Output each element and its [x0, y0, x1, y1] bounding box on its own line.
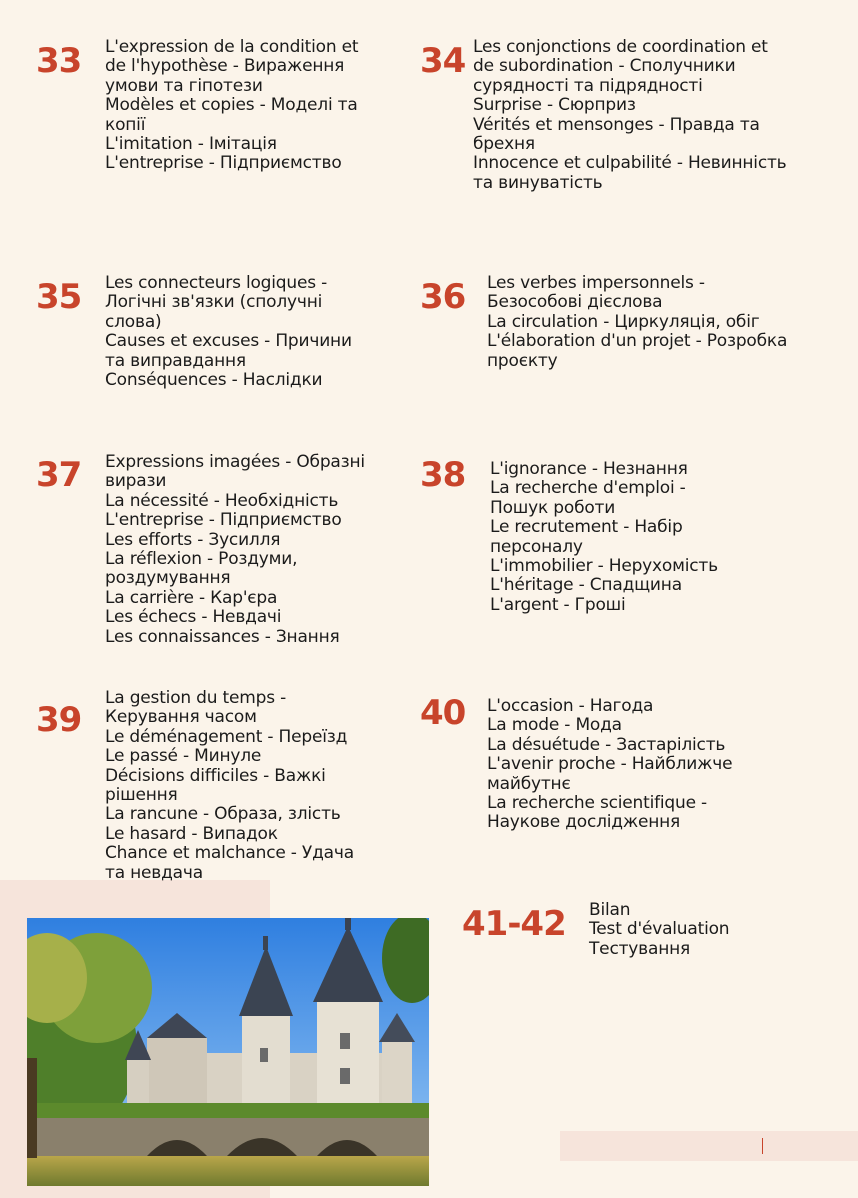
unit-topics — [490, 460, 718, 615]
topic-line: проєкту — [487, 350, 558, 371]
unit-topics — [589, 901, 729, 959]
topic-line: L'entreprise - Підприємство — [105, 153, 342, 174]
topic-line: Surprise - Сюрприз — [473, 95, 636, 116]
topic-line: роздумування — [105, 568, 231, 589]
topic-line: та невдача — [105, 862, 203, 883]
topic-line: Expressions imagées - Образні — [105, 452, 365, 472]
topic-line: L'occasion - Нагода — [487, 696, 654, 716]
castle-photo — [27, 918, 429, 1186]
topic-line: Les connecteurs logiques - — [105, 273, 328, 293]
topic-line: Тестування — [589, 938, 691, 959]
unit-topics — [105, 453, 365, 647]
topic-line: Les échecs - Невдачі — [105, 607, 282, 628]
topic-line: умови та гіпотези — [105, 75, 263, 96]
topic-line: вирази — [105, 471, 167, 492]
topic-line: Le passé - Минуле — [105, 746, 262, 767]
topic-line: Test d'évaluation — [589, 919, 730, 940]
topic-line: Vérités et mensonges - Правда та — [473, 114, 760, 135]
topic-line: Bilan — [589, 900, 631, 920]
topic-line: Les conjonctions de coordination et — [473, 37, 768, 57]
unit-number: 36 — [420, 277, 466, 317]
topic-line: Керування часом — [105, 707, 257, 728]
topic-line: de subordination - Сполучники — [473, 56, 736, 77]
topic-line: Décisions difficiles - Важкі — [105, 765, 326, 786]
topic-line: La désuétude - Застарілість — [487, 734, 726, 755]
topic-line: La recherche scientifique - — [487, 793, 707, 814]
topic-line: La réflexion - Роздуми, — [105, 549, 298, 570]
topic-line: та винуватість — [473, 172, 603, 193]
topic-line: Conséquences - Наслідки — [105, 370, 323, 391]
unit-topics — [105, 274, 352, 390]
topic-line: Le hasard - Випадок — [105, 823, 278, 844]
unit-number: 38 — [420, 455, 466, 495]
topic-line: La recherche d'emploi - — [490, 478, 686, 499]
topic-line: La gestion du temps - — [105, 688, 287, 708]
topic-line: персоналу — [490, 536, 583, 557]
unit-topics — [487, 697, 732, 833]
topic-line: L'élaboration d'un projet - Розробка — [487, 331, 788, 352]
topic-line: Les connaissances - Знання — [105, 626, 340, 647]
unit-number: 39 — [36, 700, 82, 740]
topic-line: La circulation - Циркуляція, обіг — [487, 311, 760, 332]
topic-line: Логічні зв'язки (сполучні — [105, 292, 323, 313]
topic-line: та виправдання — [105, 350, 246, 371]
unit-number: 33 — [36, 41, 82, 81]
topic-line: сурядності та підрядності — [473, 75, 703, 96]
unit-topics — [105, 689, 354, 883]
unit-number: 34 — [420, 41, 466, 81]
topic-line: Le déménagement - Переїзд — [105, 726, 348, 747]
topic-line: La nécessité - Необхідність — [105, 490, 339, 511]
unit-number: 35 — [36, 277, 82, 317]
topic-line: de l'hypothèse - Вираження — [105, 56, 345, 77]
topic-line: L'héritage - Спадщина — [490, 575, 682, 596]
topic-line: брехня — [473, 134, 535, 155]
unit-topics — [487, 274, 787, 371]
topic-line: копії — [105, 114, 146, 135]
topic-line: Наукове дослідження — [487, 812, 681, 833]
topic-line: рішення — [105, 785, 178, 806]
topic-line: L'avenir proche - Найближче — [487, 754, 733, 775]
topic-line: L'ignorance - Незнання — [490, 459, 688, 479]
topic-line: L'entreprise - Підприємство — [105, 510, 342, 531]
page-marker-tick — [762, 1138, 763, 1154]
unit-number: 37 — [36, 455, 82, 495]
unit-number: 41-42 — [462, 904, 566, 944]
topic-line: La carrière - Кар'єра — [105, 587, 278, 608]
topic-line: L'expression de la condition et — [105, 37, 359, 57]
topic-line: слова) — [105, 311, 162, 332]
topic-line: майбутнє — [487, 773, 571, 794]
topic-line: Innocence et culpabilité - Невинність — [473, 153, 787, 174]
unit-topics — [473, 38, 787, 193]
topic-line: Les efforts - Зусилля — [105, 529, 281, 550]
topic-line: Пошук роботи — [490, 497, 616, 518]
topic-line: L'imitation - Імітація — [105, 134, 277, 155]
topic-line: La mode - Мода — [487, 715, 622, 736]
topic-line: La rancune - Образа, злість — [105, 804, 341, 825]
topic-line: Le recrutement - Набір — [490, 517, 683, 538]
unit-number: 40 — [420, 693, 466, 733]
topic-line: Chance et malchance - Удача — [105, 843, 354, 864]
topic-line: Causes et excuses - Причини — [105, 331, 352, 352]
topic-line: L'immobilier - Нерухомість — [490, 556, 718, 577]
topic-line: Безособові дієслова — [487, 292, 663, 313]
topic-line: Modèles et copies - Моделі та — [105, 95, 358, 116]
decorative-panel-bottom — [560, 1131, 858, 1161]
topic-line: L'argent - Гроші — [490, 594, 626, 615]
topic-line: Les verbes impersonnels - — [487, 273, 705, 293]
unit-topics — [105, 38, 358, 174]
